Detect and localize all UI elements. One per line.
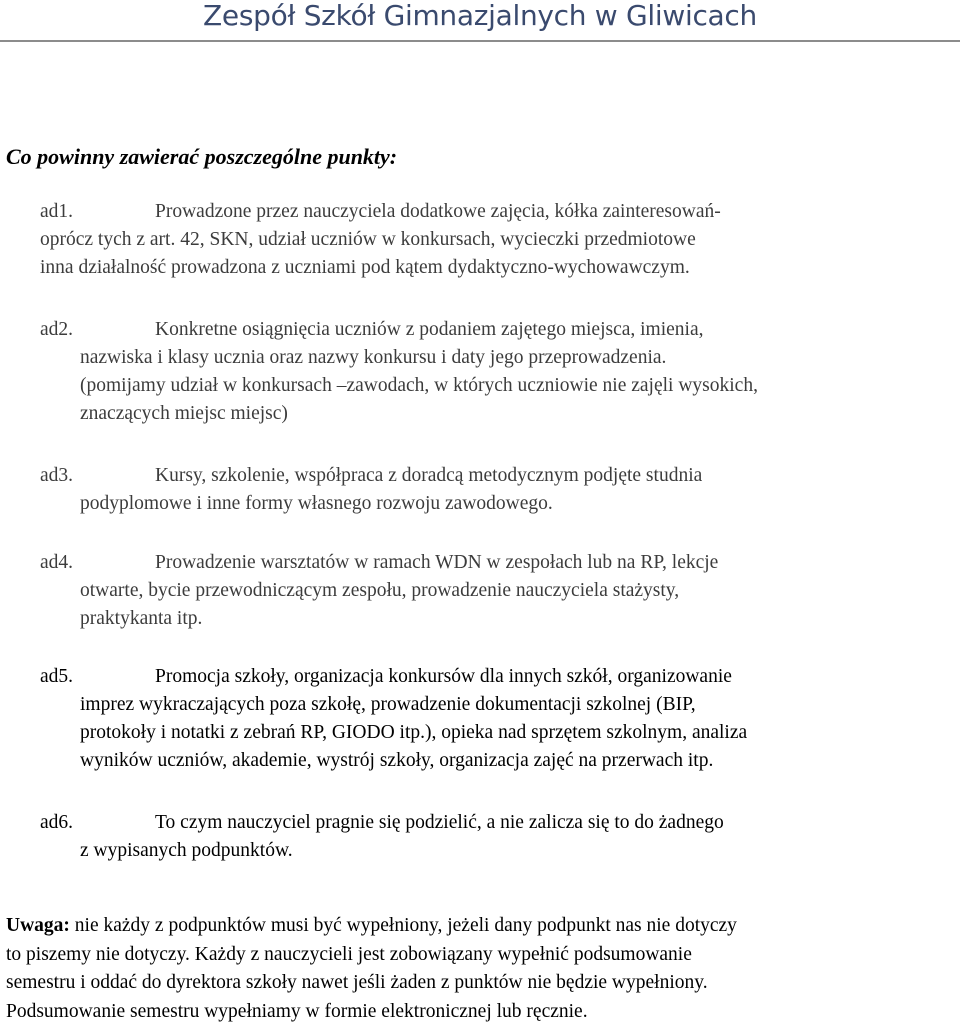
item-number: ad2. (40, 319, 74, 340)
list-item-ad6 (40, 809, 955, 865)
note-line (6, 912, 956, 941)
note-text: nie każdy z podpunktów musi być wypełniony, jeżeli dany podpunkt nas nie dotyczy (69, 915, 737, 936)
item-text: To czym nauczyciel pragnie się podzielić, a nie zalicza się to do żadnego (155, 812, 724, 833)
item-line: praktykanta itp. (80, 608, 203, 629)
school-name-header: Zespół Szkół Gimnazjalnych w Gliwicach (203, 0, 757, 32)
item-line: wyników uczniów, akademie, wystrój szkoły, organizacja zajęć na przerwach itp. (80, 750, 714, 771)
item-number: ad6. (40, 812, 74, 833)
note-line: semestru i oddać do dyrektora szkoły nawet jeśli żaden z punktów nie będzie wypełniony. (6, 972, 708, 993)
list-item-ad3 (40, 462, 955, 518)
item-text: Prowadzone przez nauczyciela dodatkowe zajęcia, kółka zainteresowań- (155, 201, 721, 222)
item-line (40, 809, 955, 837)
item-line (40, 198, 955, 226)
section-heading: Co powinny zawierać poszczególne punkty: (6, 144, 398, 169)
item-line (40, 462, 955, 490)
list-item-ad5 (40, 663, 955, 775)
item-line: nazwiska i klasy ucznia oraz nazwy konkursu i daty jego przeprowadzenia. (80, 347, 667, 368)
item-line: podyplomowe i inne formy własnego rozwoju zawodowego. (80, 493, 553, 514)
note-paragraph (6, 912, 956, 1026)
item-line (40, 663, 955, 691)
item-text: Promocja szkoły, organizacja konkursów dla innych szkół, organizowanie (155, 666, 732, 687)
item-text: Kursy, szkolenie, współpraca z doradcą metodycznym podjęte studnia (155, 465, 703, 486)
item-number: ad1. (40, 201, 74, 222)
header-divider (0, 40, 960, 42)
list-item-ad2 (40, 316, 955, 428)
item-line (40, 316, 955, 344)
item-text: Prowadzenie warsztatów w ramach WDN w zespołach lub na RP, lekcje (155, 552, 719, 573)
note-line: to piszemy nie dotyczy. Każdy z nauczycieli jest zobowiązany wypełnić podsumowanie (6, 943, 692, 965)
item-line: protokoły i notatki z zebrań RP, GIODO itp.), opieka nad sprzętem szkolnym, analiza (80, 722, 748, 743)
list-item-ad4 (40, 549, 955, 633)
item-line: (pomijamy udział w konkursach –zawodach, w których uczniowie nie zajęli wysokich, (80, 375, 758, 396)
item-line: imprez wykraczających poza szkołę, prowadzenie dokumentacji szkolnej (BIP, (80, 694, 696, 715)
item-line (40, 549, 955, 577)
note-label: Uwaga: (6, 915, 70, 936)
page-header (0, 0, 960, 46)
item-number: ad5. (40, 666, 74, 687)
item-number: ad3. (40, 465, 74, 486)
list-item-ad1 (40, 198, 955, 282)
item-number: ad4. (40, 552, 74, 573)
item-line: oprócz tych z art. 42, SKN, udział uczniów w konkursach, wycieczki przedmiotowe (40, 229, 696, 250)
item-line: inna działalność prowadzona z uczniami pod kątem dydaktyczno-wychowawczym. (40, 257, 690, 278)
item-line: znaczących miejsc miejsc) (80, 403, 288, 424)
note-line: Podsumowanie semestru wypełniamy w formie elektronicznej lub ręcznie. (6, 1000, 588, 1022)
item-line: otwarte, bycie przewodniczącym zespołu, prowadzenie nauczyciela stażysty, (80, 580, 680, 601)
item-line: z wypisanych podpunktów. (80, 840, 293, 861)
item-text: Konkretne osiągnięcia uczniów z podaniem zajętego miejsca, imienia, (155, 319, 704, 340)
